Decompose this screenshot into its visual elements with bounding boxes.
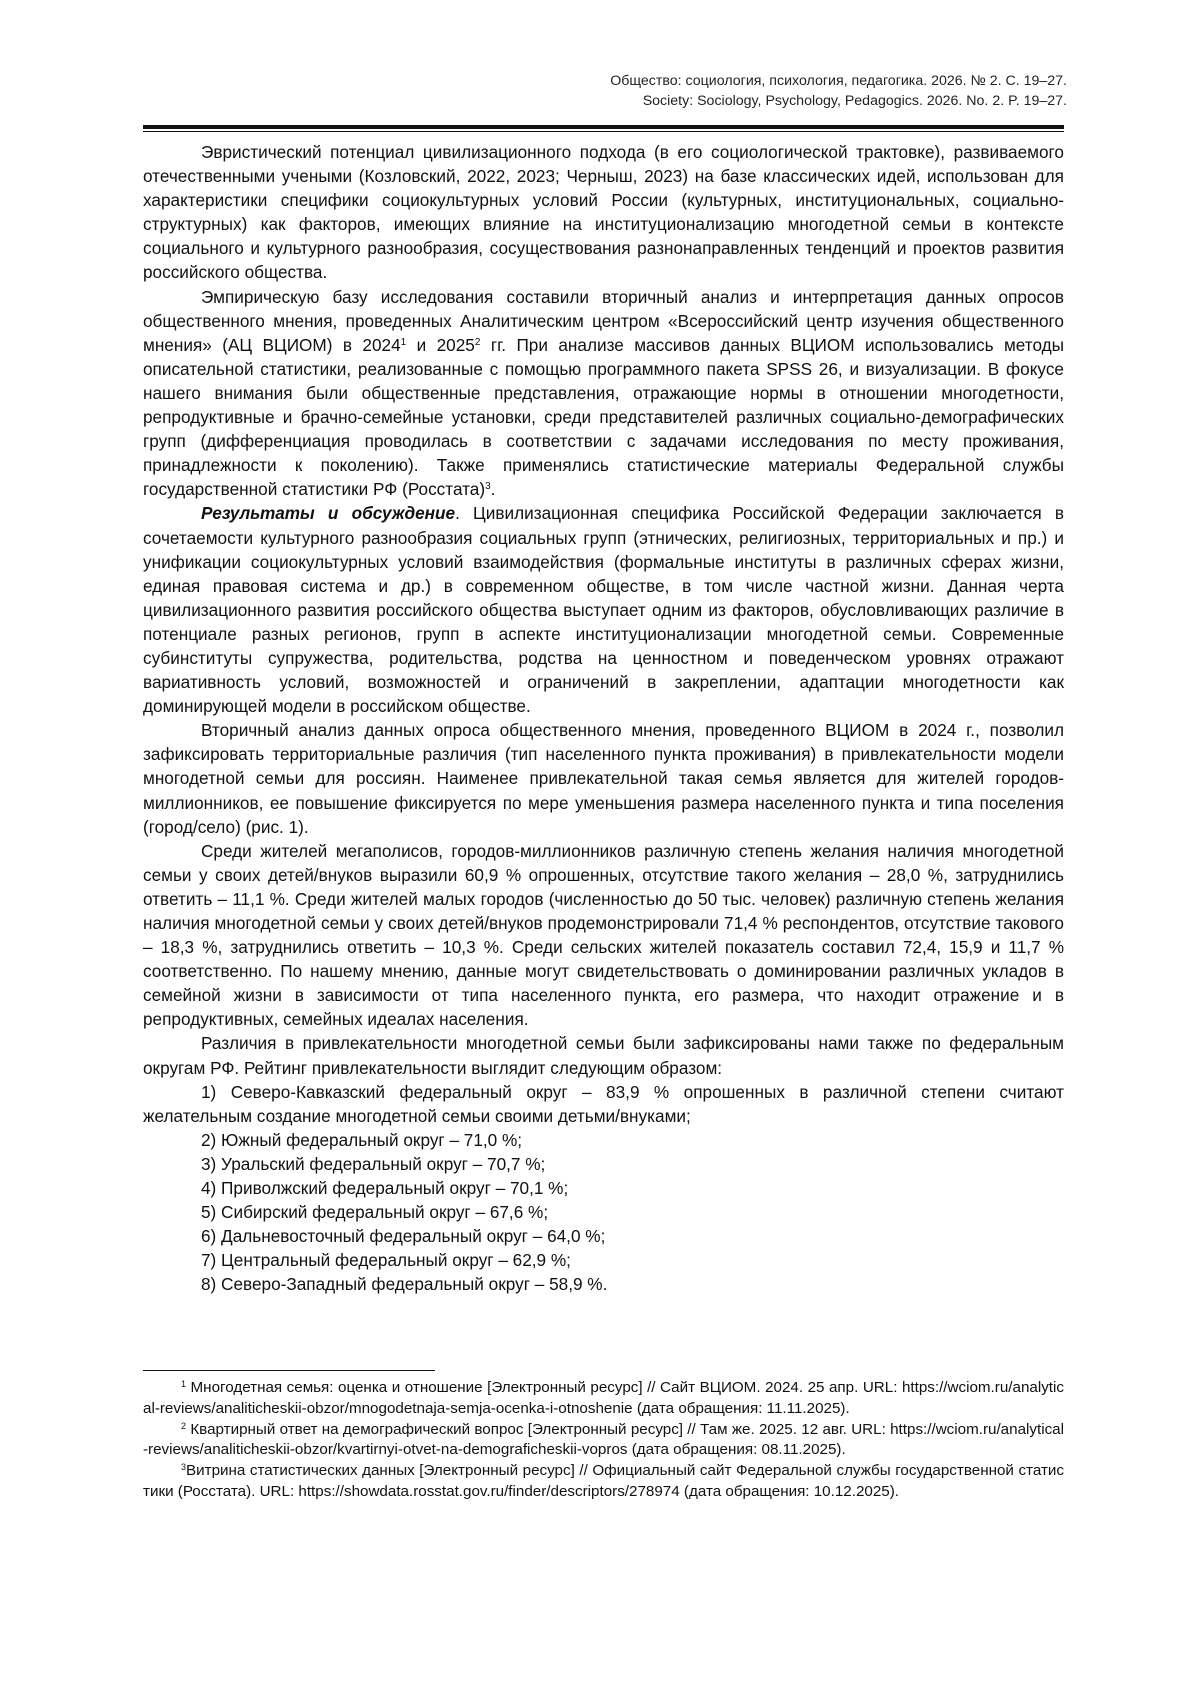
text-run: и 2025 [406,334,475,355]
paragraph-territorial: Вторичный анализ данных опроса общественного мнения, проведенного ВЦИОМ в 2024 г., позволил зафиксировать территориальные различия (тип населенного пункта проживания) в привлекательности модели многодетной семьи для россиян. Наименее привлекательной такая семья является для жителей городов-миллионников, ее повышение фиксируется по мере уменьшения размера населенного пункта и типа поселения (город/село) (рис. 1). [143,720,1064,837]
list-item: 2) Южный федеральный округ – 71,0 %; [201,1129,523,1150]
footnote-number: 3 [181,1462,187,1473]
paragraph-districts: Различия в привлекательности многодетной семьи были зафиксированы нами также по федеральным округам РФ. Рейтинг привлекательности выглядит следующим образом: [143,1033,1064,1078]
list-item: 1) Северо-Кавказский федеральный округ – 83,9 % опрошенных в различной степени считают желательным создание многодетной семьи своими детьми/внуками; [143,1081,1064,1126]
header-rule-thick [143,125,1064,129]
running-header-en: Society: Sociology, Psychology, Pedagogics. 2026. No. 2. P. 19–27. [642,93,1067,109]
running-header-ru: Общество: социология, психология, педагогика. 2026. № 2. С. 19–27. [610,73,1067,89]
article-body [143,140,1064,1297]
footnote-number: 2 [181,1420,187,1431]
list-item: 3) Уральский федеральный округ – 70,7 %; [201,1153,546,1174]
text-run: . [490,479,496,500]
text-run: Эмпирическую базу исследования составили вторичный анализ и интерпретация данных опросов общественного мнения, проведенных Аналитическим центром «Всероссийский центр изучения общественного мнения» (АЦ ВЦИОМ) в 2024 [143,286,1064,355]
footnote-ref-3[interactable]: 3 [485,481,491,493]
list-item: 4) Приволжский федеральный округ – 70,1 %; [201,1178,569,1199]
section-heading-results: Результаты и обсуждение [201,503,456,524]
footnote-ref-1[interactable]: 1 [400,336,407,348]
list-item: 6) Дальневосточный федеральный округ – 64,0 %; [201,1226,606,1247]
footnote-2 [143,1420,1064,1462]
running-header [610,71,1067,111]
footnote-text: Многодетная семья: оценка и отношение [Электронный ресурс] // Сайт ВЦИОМ. 2024. 25 апр. URL: https://wciom.ru/analytical-reviews/analiticheskii-obzor/mnogodetnaja-semja-ocenka-i-otnoshenie (дата обращения: 11.11.2025). [143,1379,1064,1417]
paragraph-methodology: Эвристический потенциал цивилизационного подхода (в его социологической трактовке), развиваемого отечественными учеными (Козловский, 2022, 2023; Черныш, 2023) на базе классических идей, использован для характеристики специфики социокультурных условий России (культурных, институциональных, социально-структурных) как факторов, имеющих влияние на институционализацию многодетной семьи в контексте социального и культурного разнообразия, сосуществования разнонаправленных тенденций и проектов развития российского общества. [143,142,1064,283]
footnote-1 [143,1378,1064,1420]
footnote-separator [143,1370,435,1371]
list-item: 7) Центральный федеральный округ – 62,9 %; [201,1250,571,1271]
footnote-text: Витрина статистических данных [Электронный ресурс] // Официальный сайт Федеральной службы государственной статистики (Росстата). URL: https://showdata.rosstat.gov.ru/finder/descriptors/278974 (дата обращения: 10.12.2025). [143,1462,1064,1500]
list-item: 8) Северо-Западный федеральный округ – 58,9 %. [201,1274,608,1295]
footnote-ref-2[interactable]: 2 [474,336,481,348]
text-run: гг. При анализе массивов данных ВЦИОМ использовались методы описательной статистики, реализованные с помощью программного пакета SPSS 26, и визуализации. В фокусе нашего внимания были общественные представления, отражающие нормы в отношении многодетности, репродуктивные и брачно-семейные установки, среди представителей различных социально-демографических групп (дифференциация проводилась в соответствии с задачами исследования по месту проживания, принадлежности к поколению). Также применялись статистические материалы Федеральной службы государственной статистики РФ (Росстата) [143,334,1065,500]
text-run: . Цивилизационная специфика Российской Федерации заключается в сочетаемости культурного разнообразия социальных групп (этнических, религиозных, территориальных и пр.) и унификации социокультурных условий взаимодействия (формальные институты в различных сферах жизни, единая правовая система и др.) в современном обществе, в том числе частной жизни. Данная черта цивилизационного развития российского общества выступает одним из факторов, обусловливающих различие в потенциале разных регионов, групп в аспекте институционализации многодетной семьи. Современные субинституты супружества, родительства, родства на ценностном и поведенческом уровнях отражают вариативность условий, возможностей и ограничений в закреплении, адаптации многодетности как доминирующей модели в российском обществе. [143,503,1065,717]
header-rule-thin [143,131,1064,132]
paragraph-megapolis: Среди жителей мегаполисов, городов-миллионников различную степень желания наличия многодетной семьи у своих детей/внуков выразили 60,9 % опрошенных, отсутствие такого желания – 28,0 %, затруднились ответить – 11,1 %. Среди жителей малых городов (численностью до 50 тыс. человек) различную степень желания наличия многодетной семьи у своих детей/внуков продемонстрировали 71,4 % респондентов, отсутствие такового – 18,3 %, затруднились ответить – 10,3 %. Среди сельских жителей показатель составил 72,4, 15,9 и 11,7 % соответственно. По нашему мнению, данные могут свидетельствовать о доминировании различных укладов в семейной жизни в зависимости от типа населенного пункта, его размера, что находит отражение и в репродуктивных, семейных идеалах населения. [143,840,1064,1030]
footnote-number: 1 [181,1379,187,1389]
footnote-3 [143,1461,1064,1503]
paragraph-empirical-base [143,285,1064,502]
footnotes [143,1378,1064,1503]
list-item: 5) Сибирский федеральный округ – 67,6 %; [201,1202,549,1223]
footnote-text: Квартирный ответ на демографический вопрос [Электронный ресурс] // Там же. 2025. 12 авг. URL: https://wciom.ru/analytical-reviews/analiticheskii-obzor/kvartirnyi-otvet-na-demograficheskii-vopros (дата обращения: 08.11.2025). [143,1420,1064,1459]
paragraph-results [143,501,1064,718]
